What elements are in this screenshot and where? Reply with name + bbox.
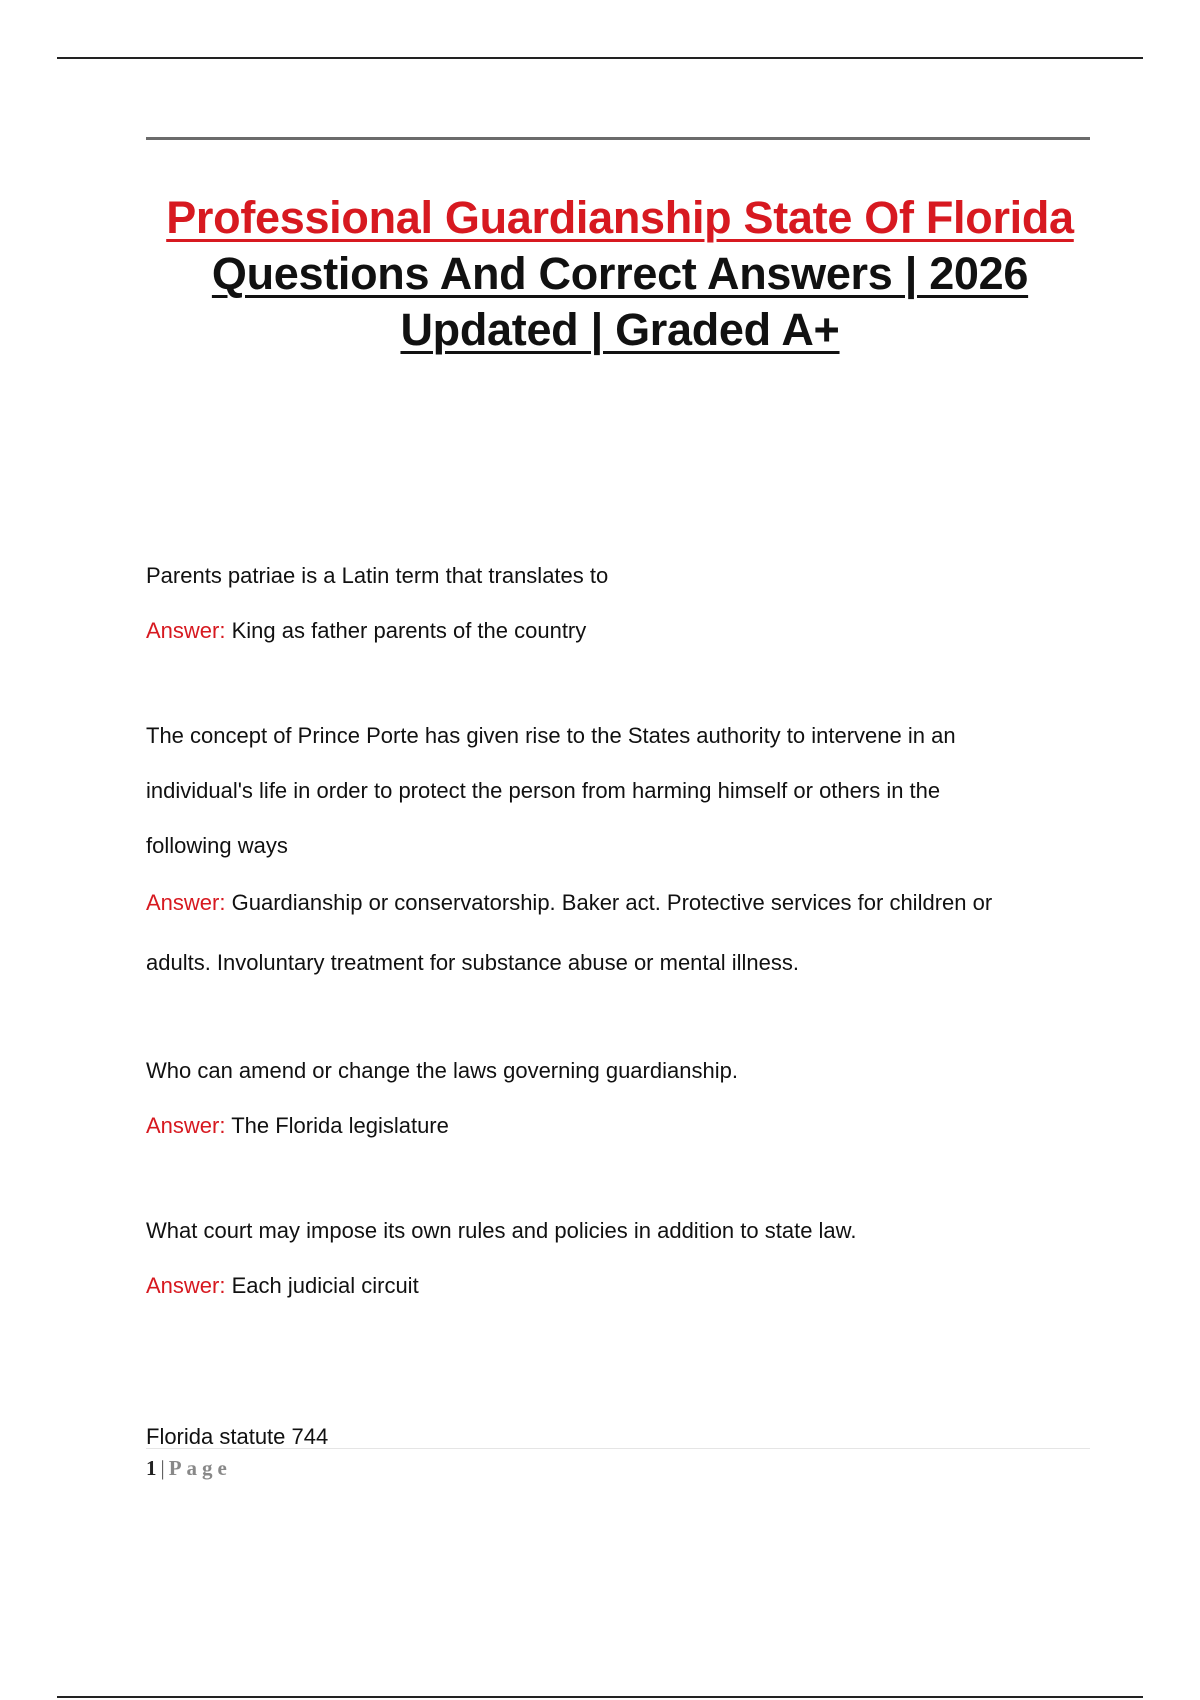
answer-line: Guardianship or conservatorship. Baker act. Protective services for children or [231,890,993,915]
answer-text [146,1258,1090,1313]
footer-rule [146,1448,1090,1449]
answer-text [146,873,1090,993]
title-line-3: Updated | Graded A+ [400,304,840,355]
title-line-2: Questions And Correct Answers | 2026 [211,248,1029,299]
question-text: Parents patriae is a Latin term that translates to [146,563,609,588]
answer-value: King as father parents of the country [231,618,587,643]
question-text: What court may impose its own rules and policies in addition to state law. [146,1218,857,1243]
page-number: 1 [146,1456,157,1480]
answer-value: The Florida legislature [231,1113,449,1138]
question-line: following ways [146,833,288,858]
answer-value: Each judicial circuit [231,1273,419,1298]
question-line: The concept of Prince Porte has given rise to the States authority to intervene in an [146,723,956,748]
trailing-question: Florida statute 744 [146,1424,329,1449]
answer-line: adults. Involuntary treatment for substance abuse or mental illness. [146,950,800,975]
qa-item [146,1203,1090,1313]
page-bottom-rule [57,1696,1143,1698]
answer-label: Answer: [146,1113,226,1138]
page-separator: | [160,1456,165,1480]
page-footer [146,1456,232,1480]
qa-item [146,1043,1090,1153]
question-line: individual's life in order to protect the person from harming himself or others in the [146,778,941,803]
document-title [130,190,1110,358]
page-top-rule [57,57,1143,59]
question-text [146,708,1090,873]
qa-list [146,548,1090,1313]
title-line-1: Professional Guardianship State Of Florida [166,192,1074,243]
answer-text [146,1098,1090,1153]
answer-label: Answer: [146,890,226,915]
qa-item [146,708,1090,993]
answer-label: Answer: [146,618,226,643]
qa-item [146,548,1090,658]
answer-label: Answer: [146,1273,226,1298]
answer-text [146,603,1090,658]
header-rule [146,137,1090,140]
question-text: Who can amend or change the laws governing guardianship. [146,1058,738,1083]
page-word: Page [168,1456,232,1480]
